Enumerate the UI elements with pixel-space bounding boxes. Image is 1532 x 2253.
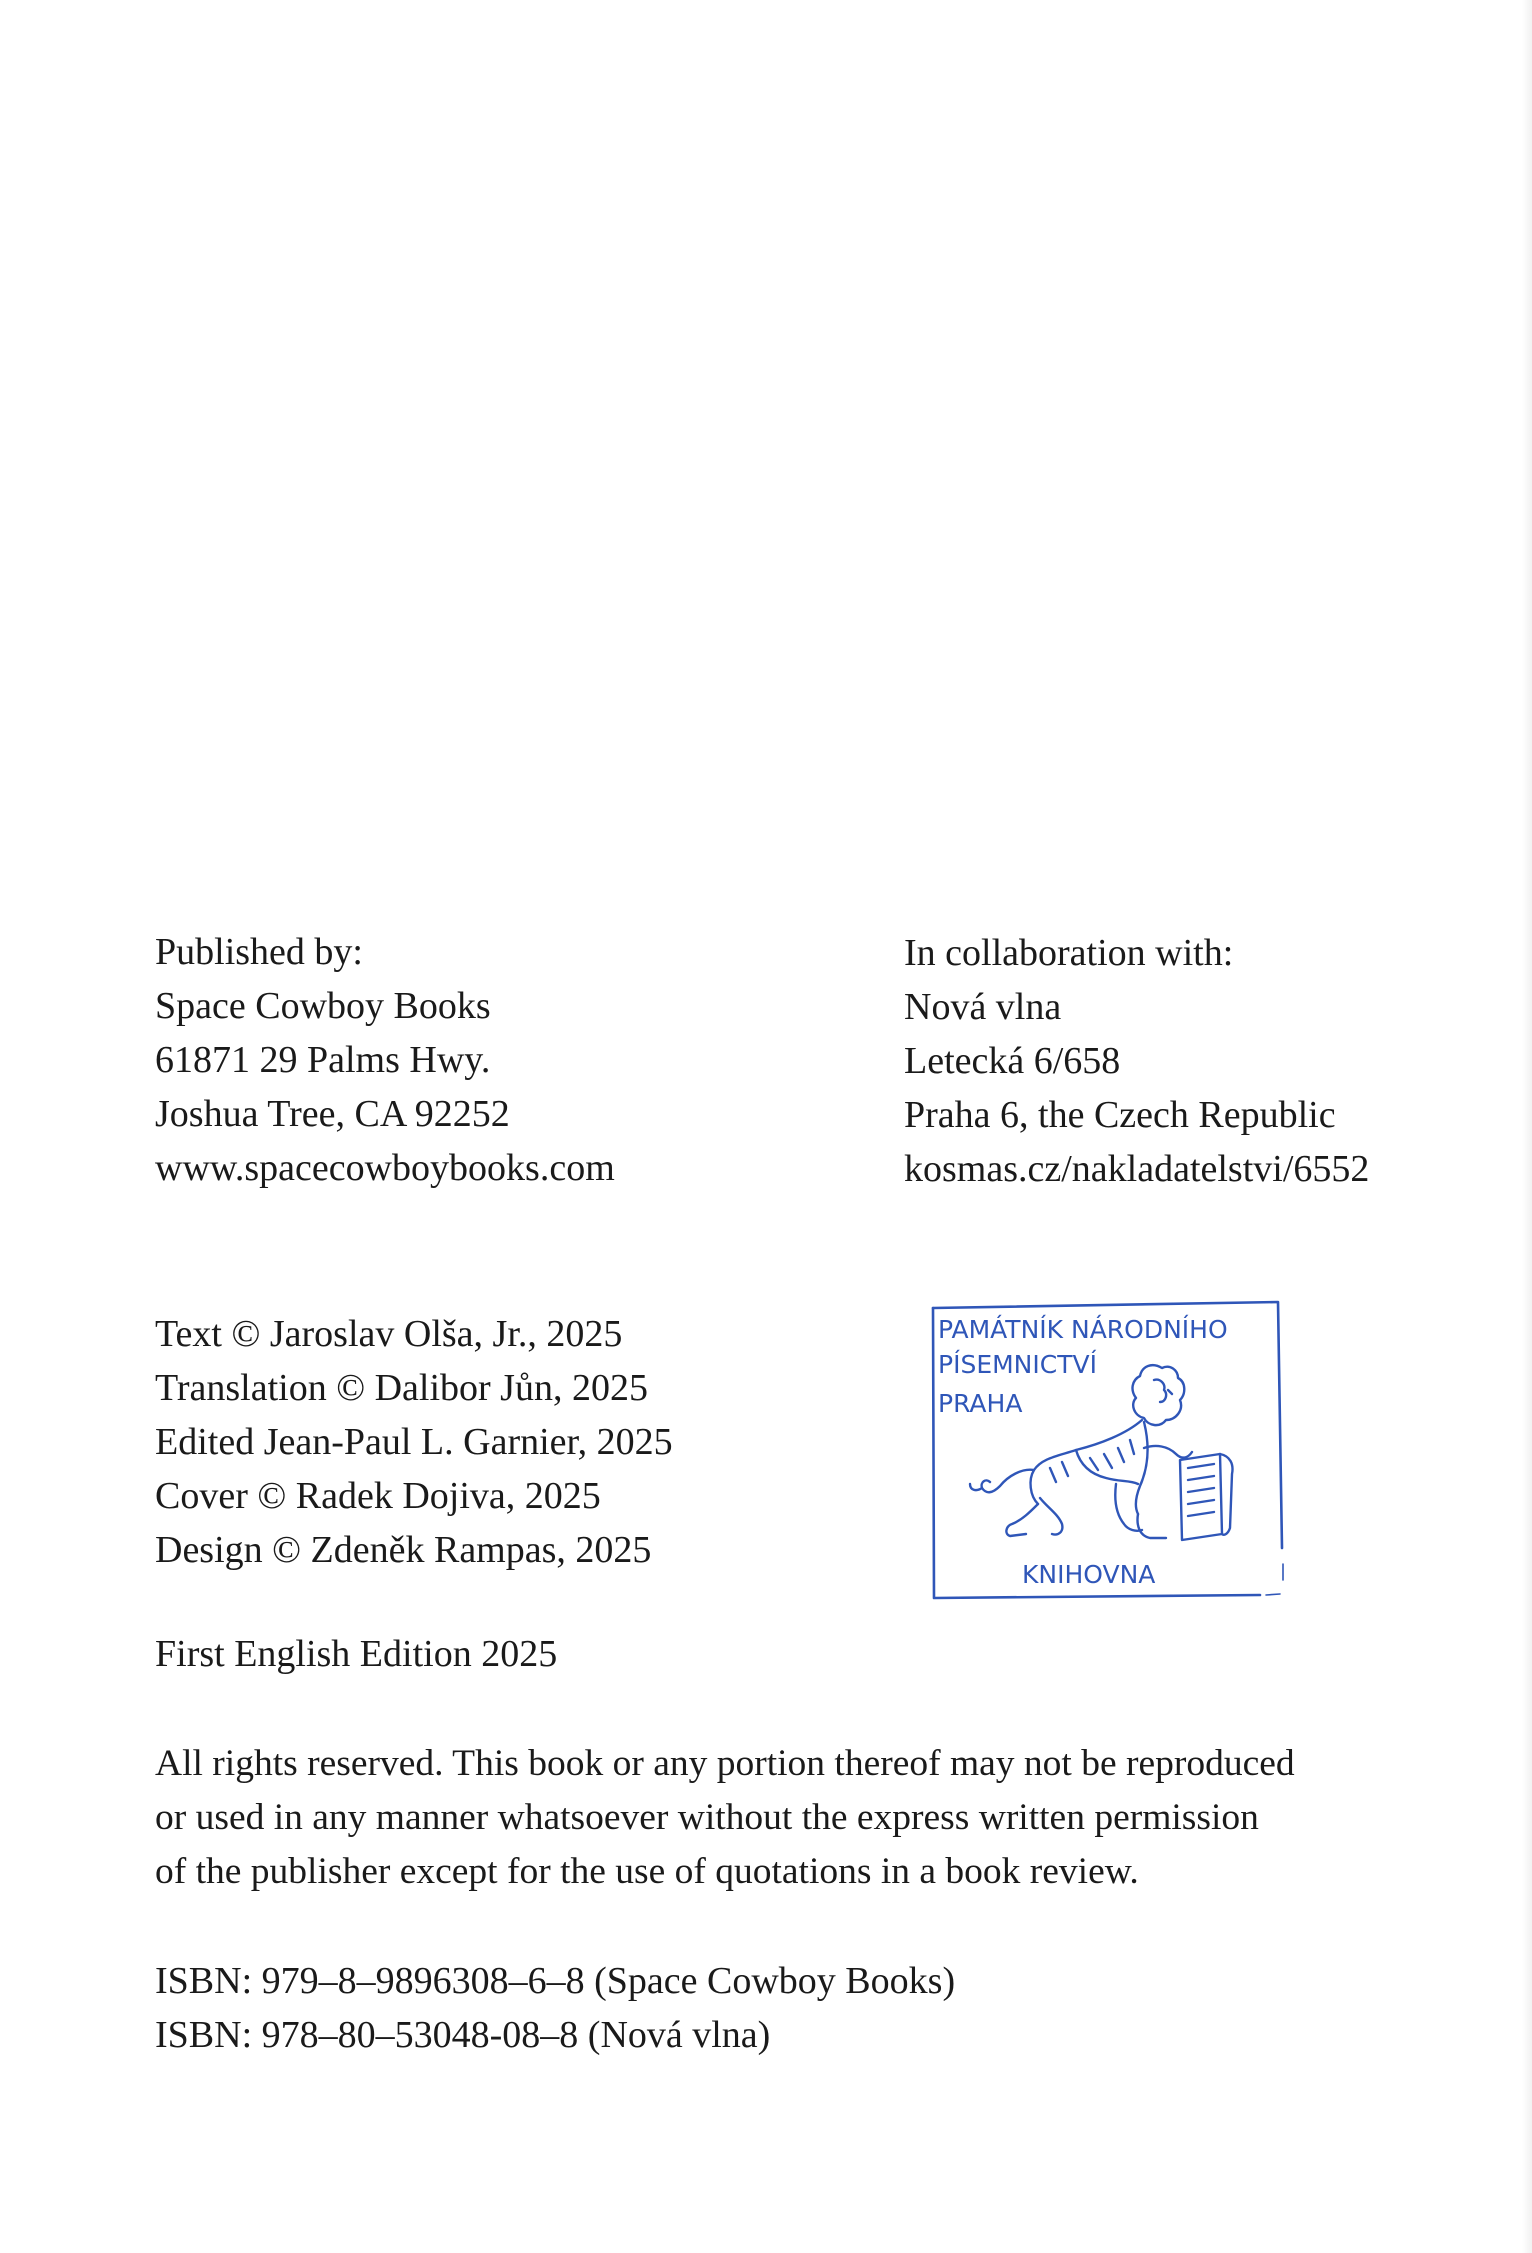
publisher-name: Space Cowboy Books [155,985,491,1027]
library-stamp [930,1298,1286,1600]
stamp-line-1: PAMÁTNÍK NÁRODNÍHO [938,1315,1228,1344]
credit-text: Text © Jaroslav Olša, Jr., 2025 [155,1313,623,1355]
stamp-line-3: PRAHA [938,1389,1023,1418]
collaborator-website: kosmas.cz/nakladatelstvi/6552 [904,1148,1370,1190]
credit-design: Design © Zdeněk Rampas, 2025 [155,1529,652,1571]
rights-notice [155,1737,1295,1899]
credits-block [155,1307,673,1577]
collaborator-name: Nová vlna [904,986,1062,1028]
page-edge-shadow [1522,0,1532,2253]
rights-line-1: All rights reserved. This book or any portion thereof may not be reproduced [155,1743,1295,1784]
publisher-heading: Published by: [155,931,363,973]
collaborator-street: Letecká 6/658 [904,1040,1121,1082]
publisher-street: 61871 29 Palms Hwy. [155,1039,491,1081]
isbn-space-cowboy: ISBN: 979–8–9896308–6–8 (Space Cowboy Books) [155,1960,956,2002]
edition-text: First English Edition 2025 [155,1633,558,1675]
credit-translation: Translation © Dalibor Jůn, 2025 [155,1367,648,1409]
edition-note [155,1627,557,1681]
collaboration-block [904,926,1369,1196]
stamp-footer: KNIHOVNA [1022,1560,1156,1589]
publisher-website: www.spacecowboybooks.com [155,1147,615,1189]
publisher-city: Joshua Tree, CA 92252 [155,1093,510,1135]
stamp-line-2: PÍSEMNICTVÍ [938,1350,1097,1379]
collaborator-city: Praha 6, the Czech Republic [904,1094,1336,1136]
collaboration-heading: In collaboration with: [904,932,1234,974]
credit-cover: Cover © Radek Dojiva, 2025 [155,1475,601,1517]
credit-editor: Edited Jean-Paul L. Garnier, 2025 [155,1421,673,1463]
isbn-nova-vlna: ISBN: 978–80–53048-08–8 (Nová vlna) [155,2014,771,2056]
isbn-block [155,1954,955,2062]
rights-line-2: or used in any manner whatsoever without the express written permission [155,1797,1259,1838]
rights-line-3: of the publisher except for the use of quotations in a book review. [155,1851,1139,1892]
publisher-block [155,925,615,1195]
